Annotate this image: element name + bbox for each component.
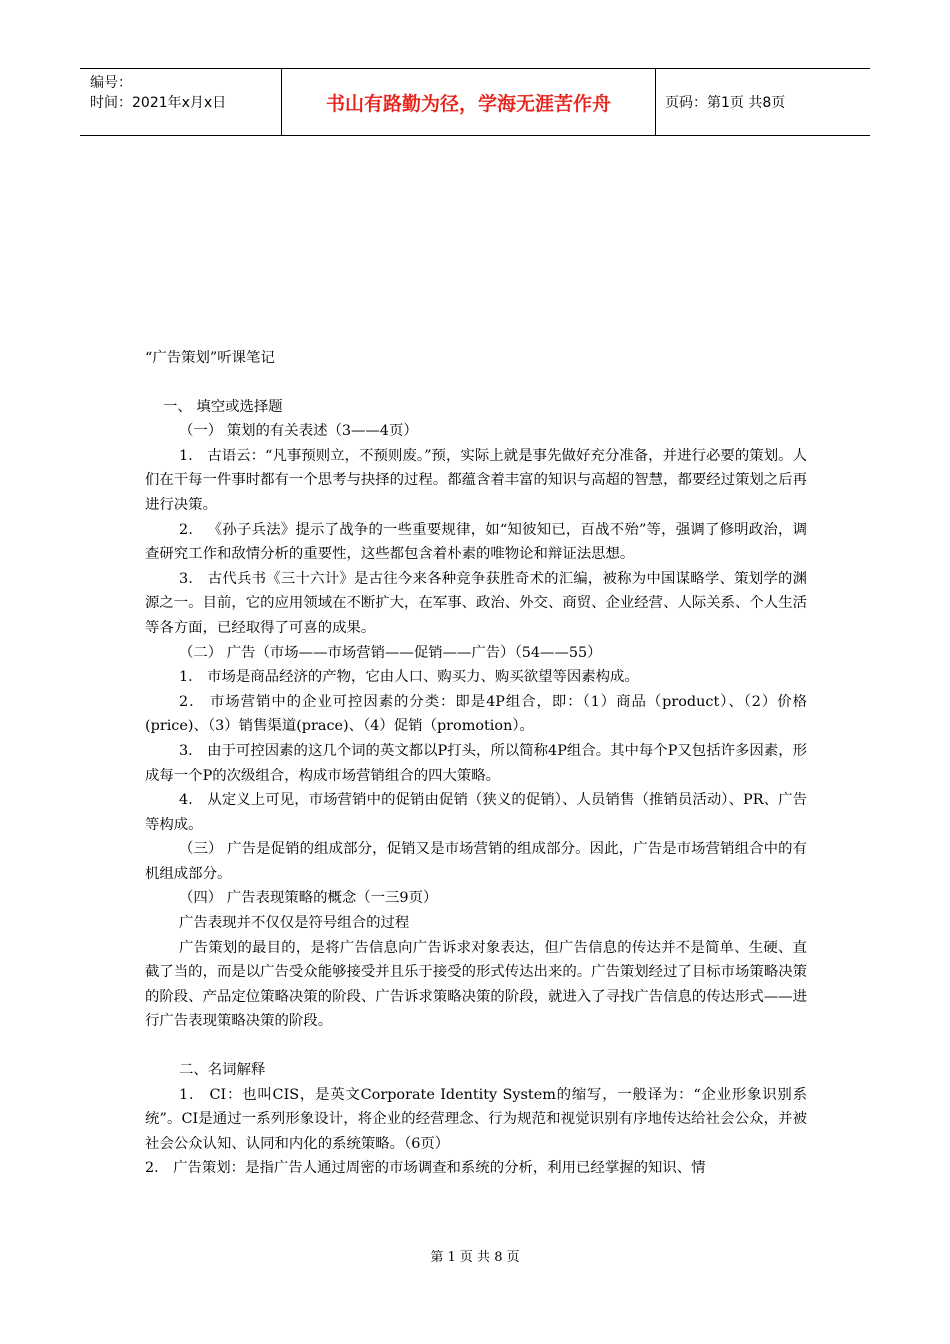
page-header <box>80 68 870 136</box>
paragraph: 2． 广告策划：是指广告人通过周密的市场调查和系统的分析，利用已经掌握的知识、情 <box>145 1160 706 1177</box>
paragraph: 广告策划的最目的，是将广告信息向广告诉求对象表达，但广告信息的传达并不是简单、生硬、直截了当的，而是以广告受众能够接受并且乐于接受的形式传达出来的。广告策划经过了目标市场策略决策的阶段、产品定位策略决策的阶段、广告诉求策略决策的阶段，就进入了寻找广告信息的传达形式——进行广告表现策略决策的阶段。 <box>145 939 807 1030</box>
page-footer <box>0 1246 950 1265</box>
motto-text: 书山有路勤为径，学海无涯苦作舟 <box>325 92 611 115</box>
paragraph: 3． 由于可控因素的这几个词的英文都以P打头，所以简称4P组合。其中每个P又包括许多因素，形成每一个P的次级组合，构成市场营销组合的四大策略。 <box>145 742 807 784</box>
document-body <box>145 346 807 1181</box>
paragraph: 1． 市场是商品经济的产物，它由人口、购买力、购买欲望等因素构成。 <box>179 669 639 686</box>
doc-number-label: 编号： <box>90 75 132 91</box>
section-heading-1: 一、 填空或选择题 <box>163 398 283 415</box>
paragraph: 1． 古语云：“凡事预则立，不预则废。”预，实际上就是事先做好充分准备，并进行必要的策划。人们在干每一件事时都有一个思考与抉择的过程。都蕴含着丰富的知识与高超的智慧，都要经过策划之后再进行决策。 <box>145 447 807 513</box>
doc-time-label: 时间：2021年x月x日 <box>90 95 227 111</box>
paragraph: 2． 《孙子兵法》提示了战争的一些重要规律，如“知彼知已，百战不殆”等，强调了修明政治，调查研究工作和敌情分析的重要性，这些都包含着朴素的唯物论和辩证法思想。 <box>145 521 807 563</box>
document-title: “广告策划”听课笔记 <box>145 350 275 366</box>
subsection-heading-4: （四） 广告表现策略的概念（一三9页） <box>179 890 438 907</box>
subsection-heading-2: （二） 广告（市场——市场营销——促销——广告）（54——55） <box>179 644 602 661</box>
paragraph: 4． 从定义上可见，市场营销中的促销由促销（狭义的促销）、人员销售（推销员活动）、PR、广告等构成。 <box>145 792 807 833</box>
subsection-heading-1: （一） 策划的有关表述（3——4页） <box>179 423 418 440</box>
paragraph: 1． CI：也叫CIS，是英文Corporate Identity System的缩写，一般译为：“企业形象识别系统”。CI是通过一系列形象设计，将企业的经营理念、行为规范和视觉识别有序地传达给社会公众，并被社会公众认知、认同和内化的系统策略。（6页） <box>145 1086 807 1152</box>
header-meta <box>80 69 282 135</box>
section-heading-2: 二、名词解释 <box>179 1062 266 1079</box>
header-motto <box>282 69 656 135</box>
paragraph: 2． 市场营销中的企业可控因素的分类：即是4P组合，即：（1）商品（product）、（2）价格(price)、（3）销售渠道(prace)、（4）促销（promotion）。 <box>145 693 807 735</box>
footer-page-number: 第 1 页 共 8 页 <box>430 1250 520 1265</box>
paragraph: 广告表现并不仅仅是符号组合的过程 <box>179 915 410 932</box>
page-info-text: 页码：第1页 共8页 <box>665 95 786 111</box>
header-page-info <box>656 69 870 135</box>
paragraph: （三） 广告是促销的组成部分，促销又是市场营销的组成部分。因此，广告是市场营销组合中的有机组成部分。 <box>145 841 807 882</box>
paragraph: 3． 古代兵书《三十六计》是古往今来各种竞争获胜奇术的汇编，被称为中国谋略学、策划学的渊源之一。目前，它的应用领域在不断扩大，在军事、政治、外交、商贸、企业经营、人际关系、个人生活等各方面，已经取得了可喜的成果。 <box>145 570 807 636</box>
